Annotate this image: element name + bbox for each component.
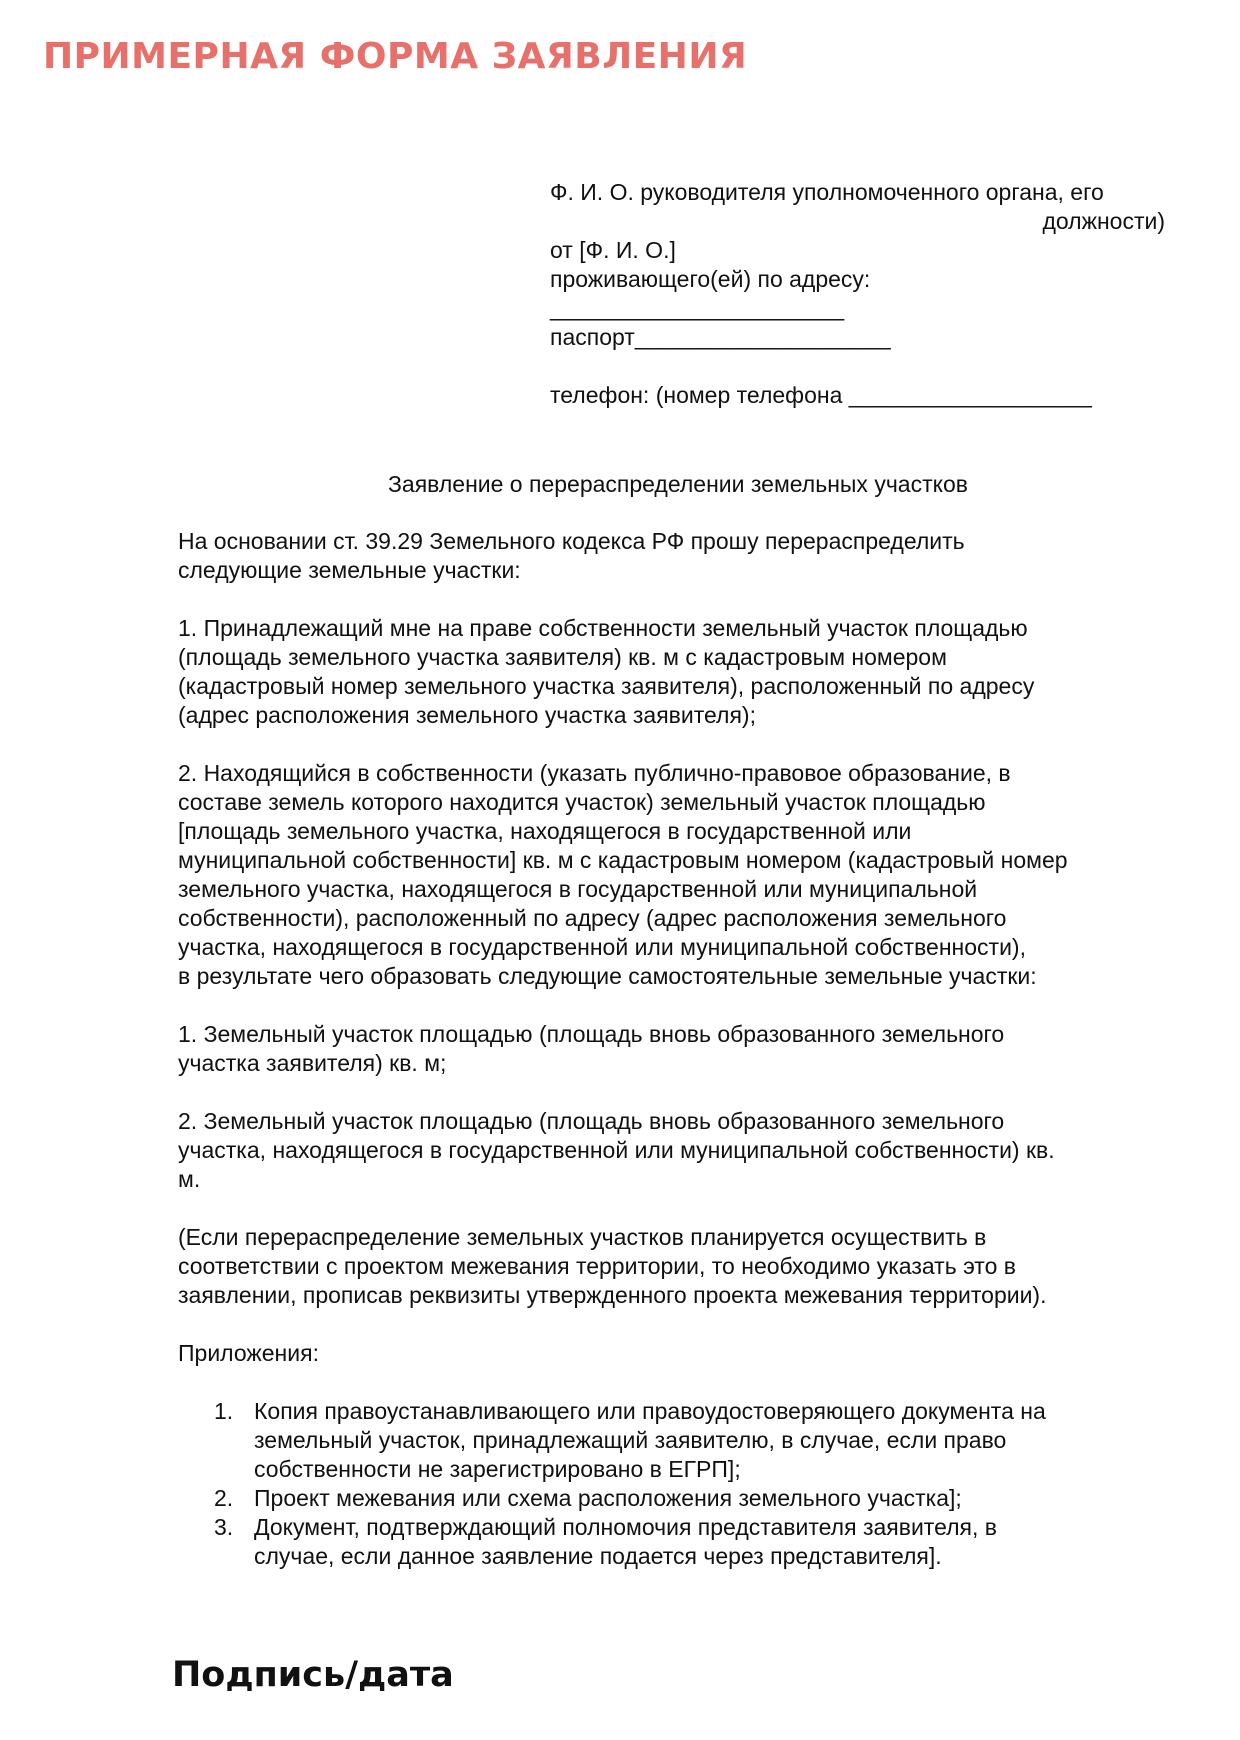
- addressee-line: Ф. И. О. руководителя уполномоченного органа, его: [550, 179, 1104, 205]
- paragraph-line: участка, находящегося в государственной или муниципальной собственности),: [178, 934, 1026, 960]
- paragraph-line: 2. Земельный участок площадью (площадь вновь образованного земельного: [178, 1108, 1005, 1134]
- applicant-name: от [Ф. И. О.]: [550, 237, 676, 263]
- paragraph-line: участка, находящегося в государственной или муниципальной собственности) кв.: [178, 1137, 1055, 1163]
- paragraph-line: муниципальной собственности] кв. м с кадастровым номером (кадастровый номер: [178, 847, 1068, 873]
- signature-date-label: Подпись/дата: [172, 1655, 454, 1695]
- paragraph-line: (площадь земельного участка заявителя) кв. м с кадастровым номером: [178, 644, 947, 670]
- body-paragraph: [178, 614, 1178, 730]
- paragraph-line: (кадастровый номер земельного участка заявителя), расположенный по адресу: [178, 673, 1035, 699]
- body-paragraph: [178, 1107, 1178, 1194]
- attachment-number: 1.: [214, 1398, 234, 1424]
- paragraph-line: составе земель которого находится участок) земельный участок площадью: [178, 789, 986, 815]
- passport-field: паспорт____________________: [550, 324, 891, 350]
- attachment-number: 3.: [214, 1514, 234, 1540]
- attachment-line: Проект межевания или схема расположения земельного участка];: [254, 1485, 962, 1511]
- paragraph-line: следующие земельные участки:: [178, 557, 521, 583]
- paragraph-line: собственности), расположенный по адресу (адрес расположения земельного: [178, 905, 1007, 931]
- address-label: проживающего(ей) по адресу:: [550, 266, 871, 292]
- attachment-number: 2.: [214, 1485, 234, 1511]
- attachments-label: Приложения:: [178, 1340, 319, 1366]
- body-paragraph: [178, 759, 1178, 991]
- document-heading: Заявление о перераспределении земельных участков: [388, 471, 968, 497]
- paragraph-line: 1. Земельный участок площадью (площадь вновь образованного земельного: [178, 1021, 1005, 1047]
- paragraph-line: участка заявителя) кв. м;: [178, 1050, 447, 1076]
- address-blank: _______________________: [550, 295, 845, 321]
- body-paragraph: [178, 1223, 1178, 1310]
- addressee-block: [550, 178, 1165, 410]
- paragraph-line: 2. Находящийся в собственности (указать публично-правовое образование, в: [178, 760, 1011, 786]
- paragraph-line: (Если перераспределение земельных участков планируется осуществить в: [178, 1224, 987, 1250]
- paragraph-line: м.: [178, 1166, 201, 1192]
- form-title: ПРИМЕРНАЯ ФОРМА ЗАЯВЛЕНИЯ: [43, 36, 748, 77]
- attachment-text: [254, 1484, 962, 1513]
- paragraph-line: земельного участка, находящегося в государственной или муниципальной: [178, 876, 978, 902]
- paragraph-line: соответствии с проектом межевания территории, то необходимо указать это в: [178, 1253, 1016, 1279]
- attachment-item: [214, 1484, 1178, 1513]
- attachment-line: Документ, подтверждающий полномочия представителя заявителя, в: [254, 1514, 997, 1540]
- body-paragraph: [178, 1020, 1178, 1078]
- document-body: [178, 527, 1178, 1571]
- attachment-item: [214, 1513, 1178, 1571]
- attachment-item: [214, 1397, 1178, 1484]
- body-paragraph: [178, 527, 1178, 585]
- attachment-text: [254, 1397, 1046, 1484]
- paragraph-line: 1. Принадлежащий мне на праве собственности земельный участок площадью: [178, 615, 1028, 641]
- paragraph-line: [площадь земельного участка, находящегося в государственной или: [178, 818, 912, 844]
- paragraph-line: заявлении, прописав реквизиты утвержденного проекта межевания территории).: [178, 1282, 1047, 1308]
- attachment-line: Копия правоустанавливающего или правоудостоверяющего документа на: [254, 1398, 1046, 1424]
- attachment-text: [254, 1513, 997, 1571]
- phone-field: телефон: (номер телефона ___________________: [550, 382, 1092, 408]
- paragraph-line: в результате чего образовать следующие самостоятельные земельные участки:: [178, 963, 1037, 989]
- paragraph-line: (адрес расположения земельного участка заявителя);: [178, 702, 756, 728]
- attachments-list: [214, 1397, 1178, 1571]
- attachment-line: собственности не зарегистрировано в ЕГРП];: [254, 1456, 741, 1482]
- paragraph-line: На основании ст. 39.29 Земельного кодекса РФ прошу перераспределить: [178, 528, 965, 554]
- addressee-position: должности): [1042, 208, 1165, 234]
- attachment-line: случае, если данное заявление подается через представителя].: [254, 1543, 942, 1569]
- attachment-line: земельный участок, принадлежащий заявителю, в случае, если право: [254, 1427, 1007, 1453]
